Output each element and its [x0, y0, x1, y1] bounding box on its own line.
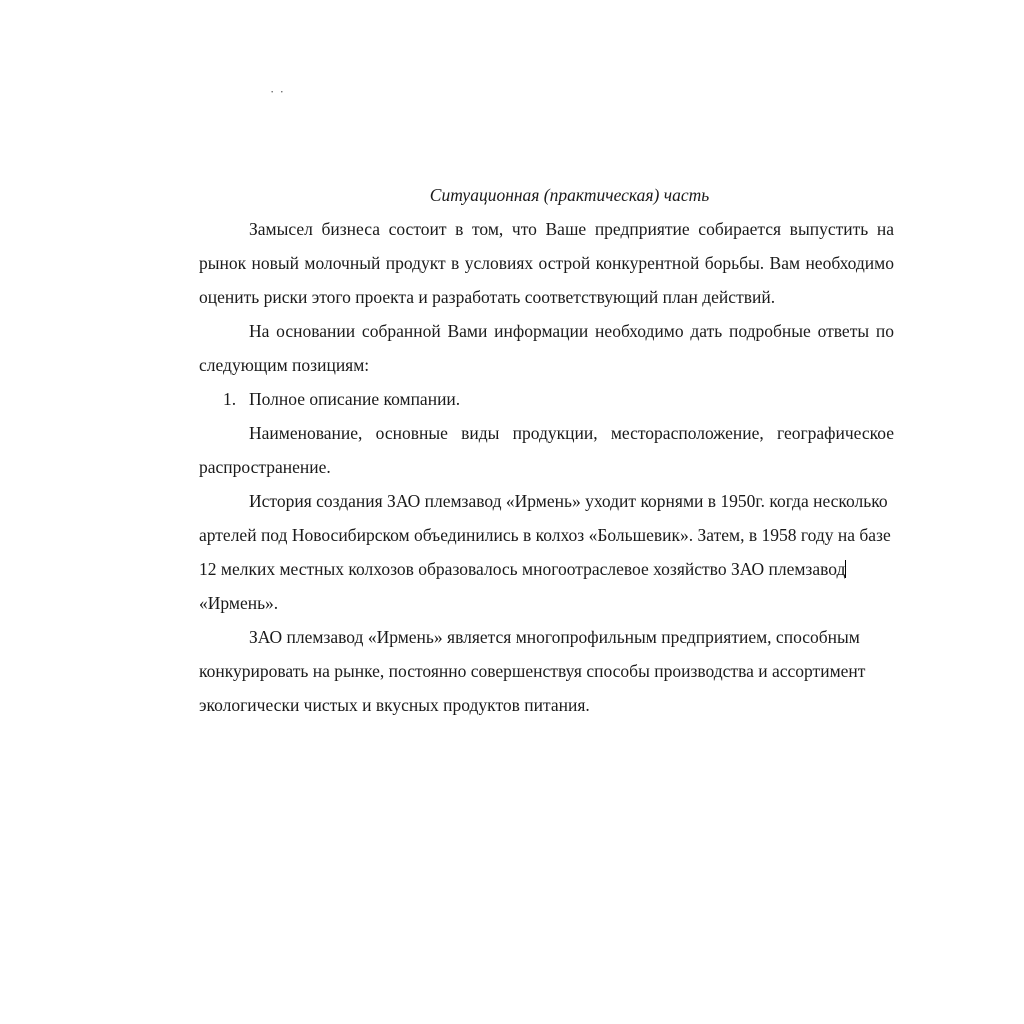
- page-mark: · ·: [270, 84, 285, 99]
- paragraph-history-tail: «Ирмень».: [199, 593, 279, 613]
- document-body[interactable]: [199, 178, 894, 722]
- list-item: [199, 382, 894, 416]
- text-cursor: [845, 560, 846, 578]
- paragraph-history: [199, 484, 894, 620]
- paragraph-company-profile: ЗАО племзавод «Ирмень» является многопрофильным предприятием, способным конкурировать на рынке, постоянно совершенствуя способы производства и ассортимент экологически чистых и вкусных продуктов питания.: [199, 627, 866, 715]
- paragraph-history-text: История создания ЗАО племзавод «Ирмень» уходит корнями в 1950г. когда несколько артелей под Новосибирском объединились в колхоз «Большевик». Затем, в 1958 году на базе 12 мелких местных колхозов образовалось многоотраслевое хозяйство ЗАО племзавод: [199, 491, 891, 579]
- section-heading: Ситуационная (практическая) часть: [429, 185, 710, 205]
- paragraph-business-idea: Замысел бизнеса состоит в том, что Ваше предприятие собирается выпустить на рынок новый молочный продукт в условиях острой конкурентной борьбы. Вам необходимо оценить риски этого проекта и разработать соответствующий план действий.: [199, 219, 894, 307]
- paragraph-instructions: На основании собранной Вами информации необходимо дать подробные ответы по следующим позициям:: [199, 321, 894, 375]
- list-item-number: 1.: [223, 389, 237, 409]
- list-item-text: Полное описание компании.: [249, 389, 461, 409]
- paragraph-company-fields: Наименование, основные виды продукции, месторасположение, географическое распространение.: [199, 423, 894, 477]
